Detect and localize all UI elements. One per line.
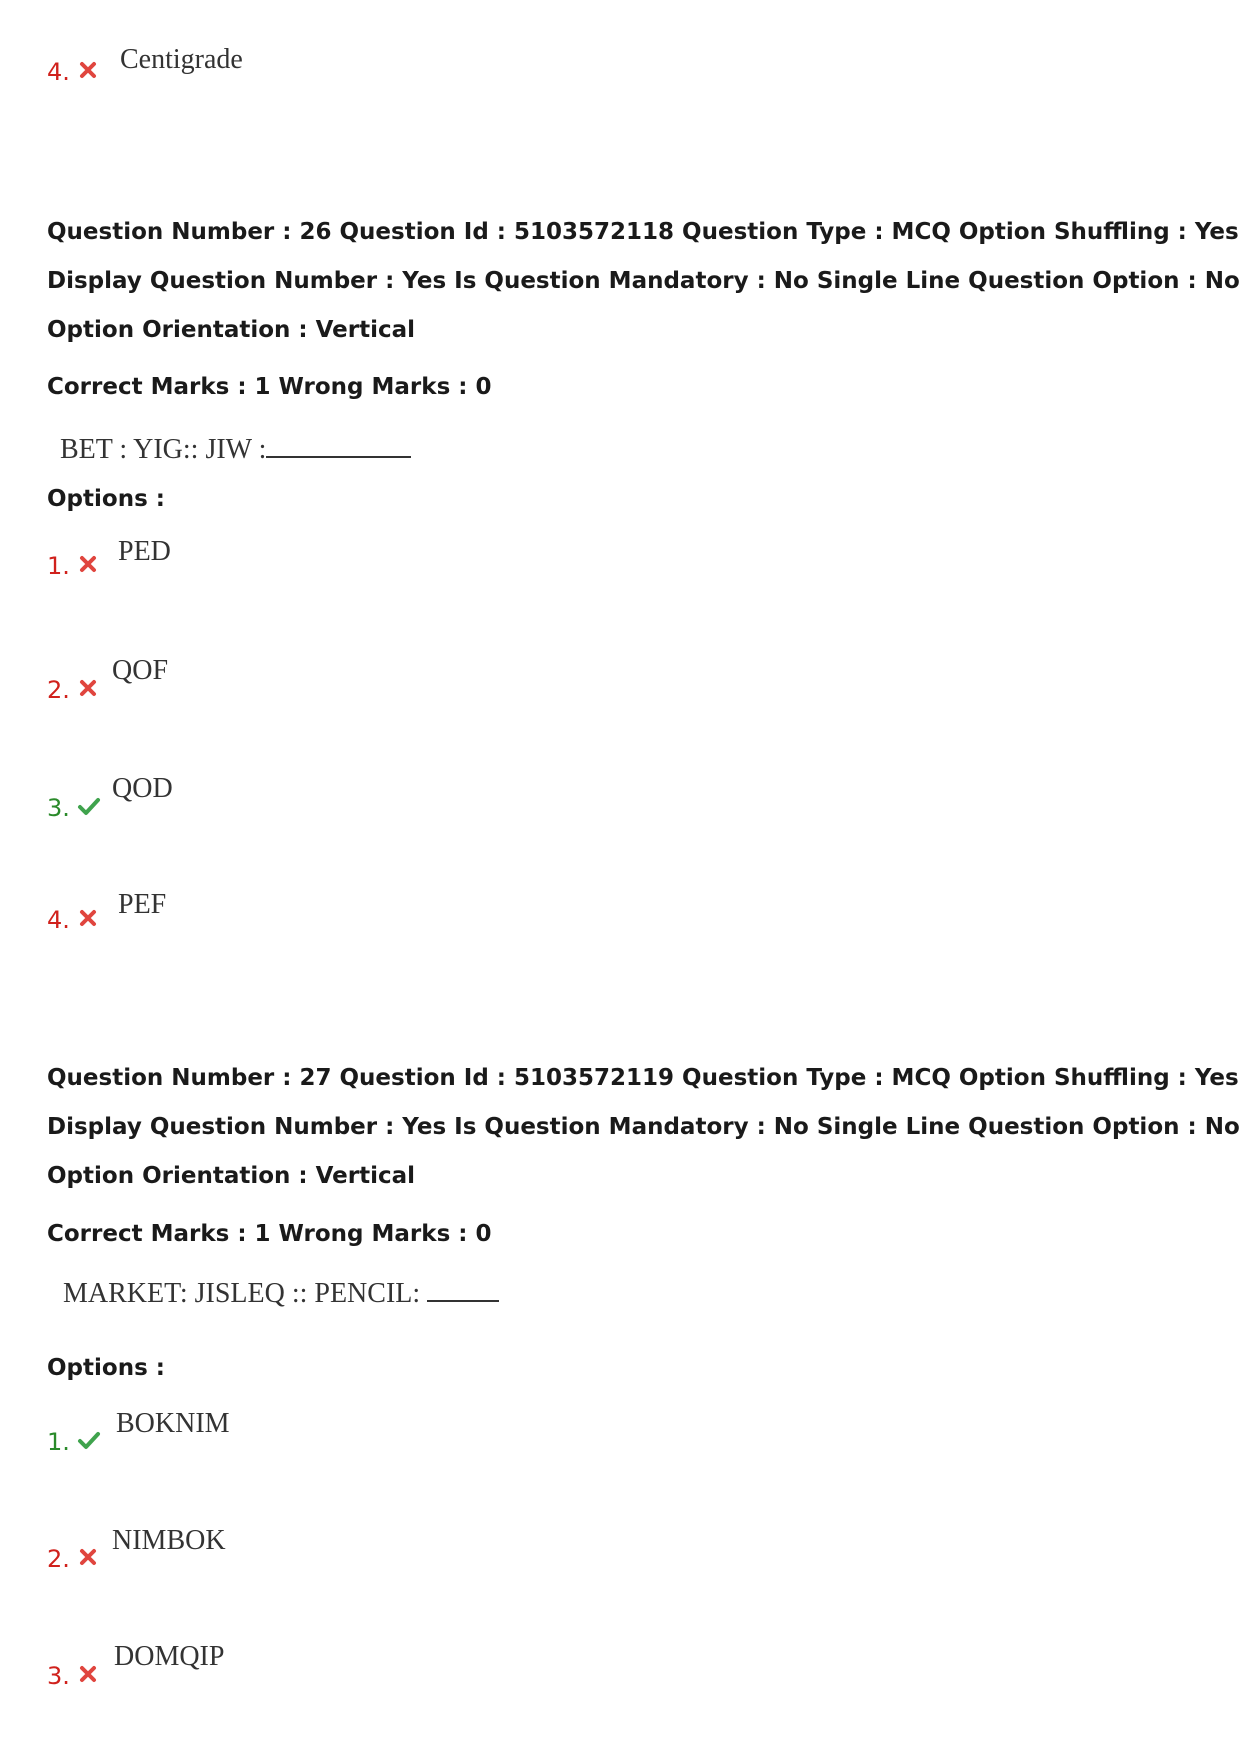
option-number: 1. <box>47 1428 70 1456</box>
option-number: 1. <box>47 552 70 580</box>
option-text: QOD <box>112 773 173 804</box>
option-number: 4. <box>47 58 70 86</box>
option-text: BOKNIM <box>116 1408 230 1439</box>
options-label: Options : <box>47 1355 165 1381</box>
question-stem <box>60 434 411 466</box>
option-number: 2. <box>47 676 70 704</box>
check-icon <box>77 796 101 816</box>
option-number: 4. <box>47 906 70 934</box>
cross-icon <box>78 1547 98 1567</box>
cross-icon <box>78 1664 98 1684</box>
question-meta-line: Question Number : 27 Question Id : 5103572119 Question Type : MCQ Option Shuffling : Yes <box>47 1065 1239 1091</box>
question-marks: Correct Marks : 1 Wrong Marks : 0 <box>47 1221 492 1247</box>
question-meta-line: Question Number : 26 Question Id : 5103572118 Question Type : MCQ Option Shuffling : Yes <box>47 219 1239 245</box>
option-text: PEF <box>118 889 167 920</box>
question-stem <box>63 1278 499 1310</box>
option-text: Centigrade <box>120 44 243 75</box>
question-meta-line: Option Orientation : Vertical <box>47 317 416 343</box>
cross-icon <box>78 908 98 928</box>
question-marks: Correct Marks : 1 Wrong Marks : 0 <box>47 374 492 400</box>
question-meta-line: Display Question Number : Yes Is Question Mandatory : No Single Line Question Option : No <box>47 1114 1240 1140</box>
question-stem-text: BET : YIG:: JIW : <box>60 434 267 465</box>
question-meta-line: Display Question Number : Yes Is Question Mandatory : No Single Line Question Option : No <box>47 268 1240 294</box>
answer-blank <box>427 1300 499 1302</box>
cross-icon <box>78 678 98 698</box>
option-text: PED <box>118 536 171 567</box>
check-icon <box>77 1430 101 1450</box>
options-label: Options : <box>47 486 165 512</box>
question-meta-line: Option Orientation : Vertical <box>47 1163 416 1189</box>
option-number: 2. <box>47 1545 70 1573</box>
answer-blank <box>266 456 411 458</box>
option-text: NIMBOK <box>112 1525 226 1556</box>
option-text: QOF <box>112 655 169 686</box>
question-stem-text: MARKET: JISLEQ :: PENCIL: <box>63 1278 421 1309</box>
cross-icon <box>78 60 98 80</box>
option-number: 3. <box>47 794 70 822</box>
option-text: DOMQIP <box>114 1641 225 1672</box>
cross-icon <box>78 554 98 574</box>
option-number: 3. <box>47 1662 70 1690</box>
